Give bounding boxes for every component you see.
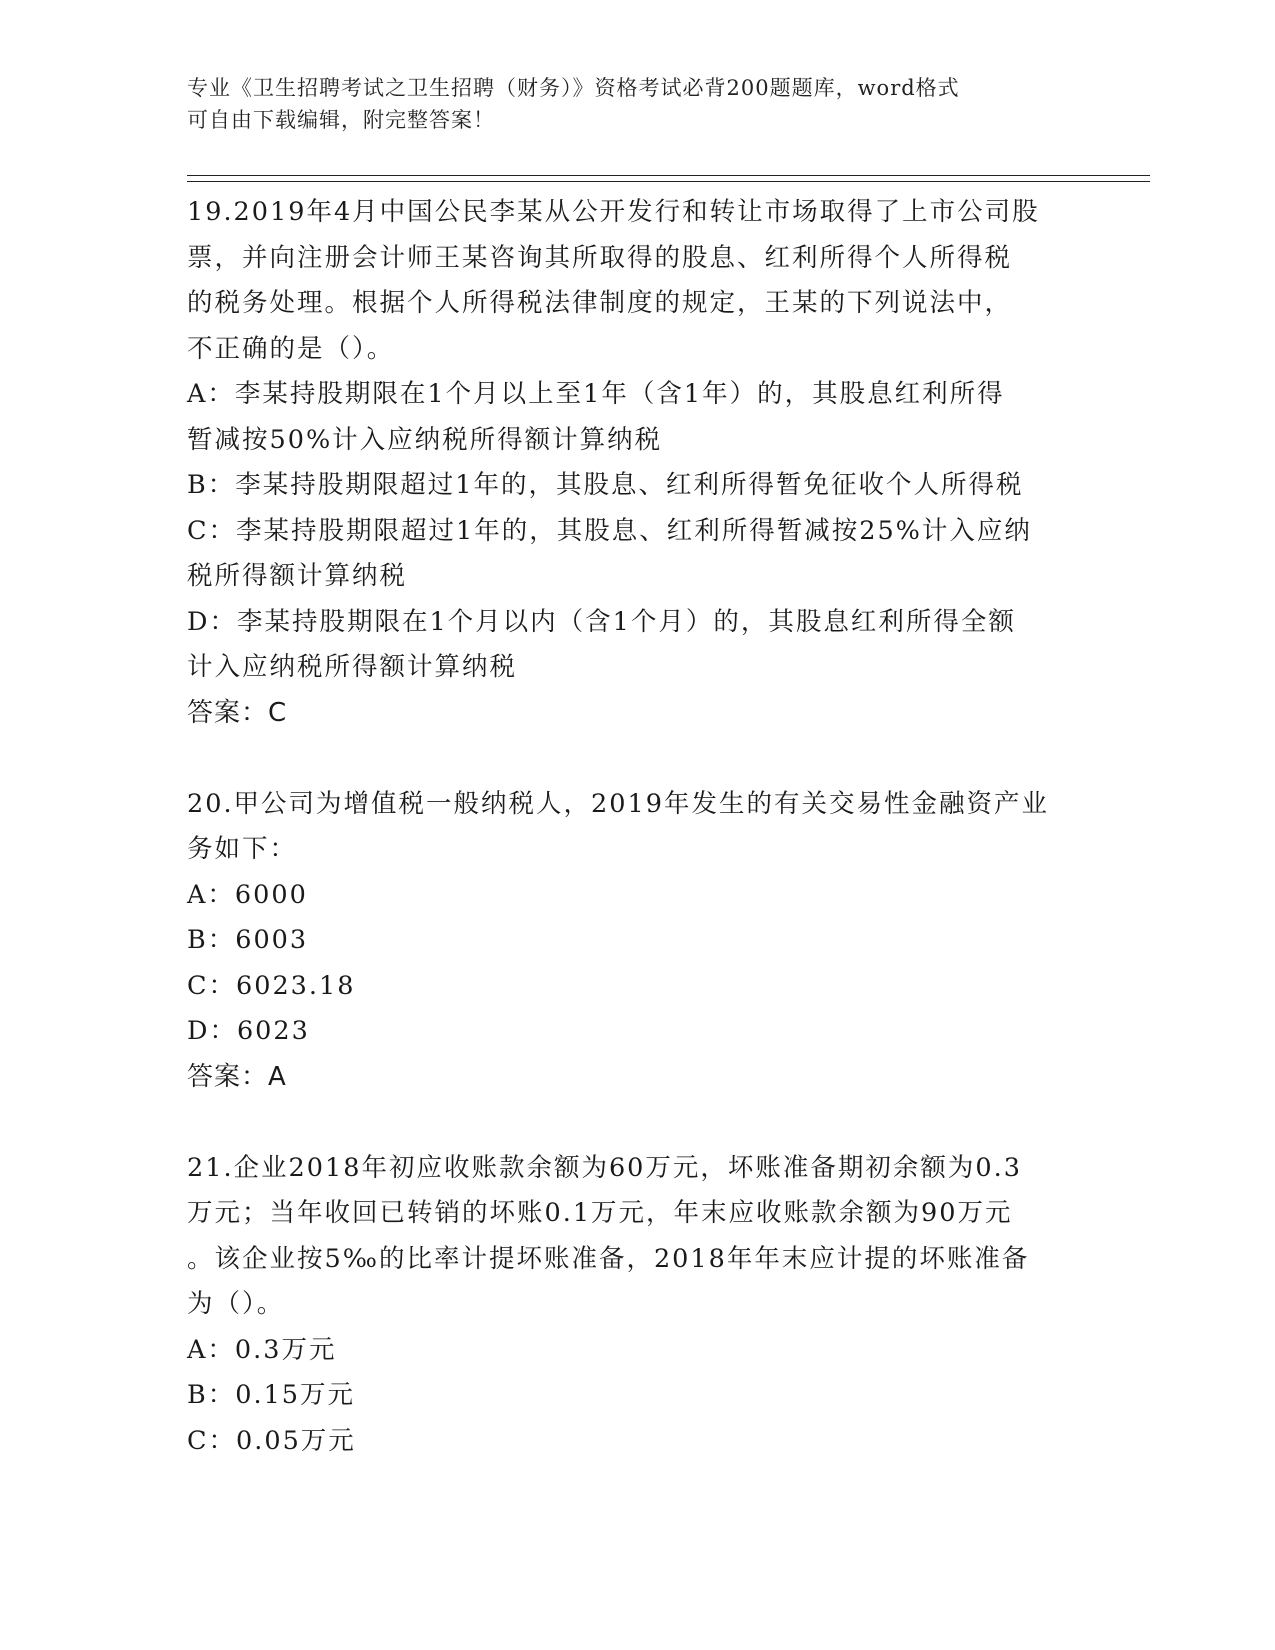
spacer (187, 736, 1092, 782)
question-stem-line: 的税务处理。根据个人所得税法律制度的规定，王某的下列说法中， (187, 288, 1013, 318)
header-divider-top (187, 175, 1150, 176)
question-list (187, 190, 1092, 1464)
question-stem-line: 不正确的是（）。 (187, 333, 395, 364)
header-divider-bottom (187, 181, 1150, 182)
option-a-line: A：6000 (187, 879, 308, 910)
question-stem-line: 。该企业按5‰的比率计提坏账准备，2018年年末应计提的坏账准备 (187, 1243, 1030, 1274)
question-stem-line: 票，并向注册会计师王某咨询其所取得的股息、红利所得个人所得税 (187, 242, 1013, 273)
question-stem-line: 20.甲公司为增值税一般纳税人，2019年发生的有关交易性金融资产业 (187, 788, 1049, 819)
option-b-line: B：6003 (187, 925, 309, 955)
question-19 (187, 190, 1092, 736)
question-stem-line: 务如下： (187, 834, 298, 864)
question-stem-line: 21.企业2018年初应收账款余额为60万元，坏账准备期初余额为0.3 (187, 1152, 1022, 1183)
option-b-line: B：李某持股期限超过1年的，其股息、红利所得暂免征收个人所得税 (187, 470, 1024, 500)
option-d-line: D：6023 (187, 1016, 310, 1046)
option-d-line: 计入应纳税所得额计算纳税 (187, 652, 518, 682)
question-stem-line: 万元；当年收回已转销的坏账0.1万元，年末应收账款余额为90万元 (187, 1198, 1013, 1228)
option-c-line: 税所得额计算纳税 (187, 561, 408, 591)
answer-label: 答案：A (187, 1061, 287, 1092)
option-a-line: A：0.3万元 (187, 1334, 337, 1365)
option-c-line: C：6023.18 (187, 970, 356, 1001)
question-21 (187, 1146, 1092, 1465)
option-d-line: D：李某持股期限在1个月以内（含1个月）的，其股息红利所得全额 (187, 606, 1016, 637)
spacer (187, 1100, 1092, 1146)
answer-label: 答案：C (187, 697, 288, 728)
question-stem-line: 19.2019年4月中国公民李某从公开发行和转让市场取得了上市公司股 (187, 197, 1040, 227)
header-line-1: 专业《卫生招聘考试之卫生招聘（财务）》资格考试必背200题题库，word格式 (187, 76, 960, 100)
option-c-line: C：李某持股期限超过1年的，其股息、红利所得暂减按25%计入应纳 (187, 515, 1032, 546)
option-b-line: B：0.15万元 (187, 1380, 356, 1410)
question-stem-line: 为（）。 (187, 1289, 285, 1319)
option-c-line: C：0.05万元 (187, 1425, 356, 1456)
option-a-line: 暂减按50%计入应纳税所得额计算纳税 (187, 424, 663, 455)
document-header (187, 72, 1067, 136)
question-20 (187, 782, 1092, 1101)
header-line-2: 可自由下载编辑，附完整答案！ (187, 108, 495, 132)
option-a-line: A：李某持股期限在1个月以上至1年（含1年）的，其股息红利所得 (187, 379, 1005, 409)
